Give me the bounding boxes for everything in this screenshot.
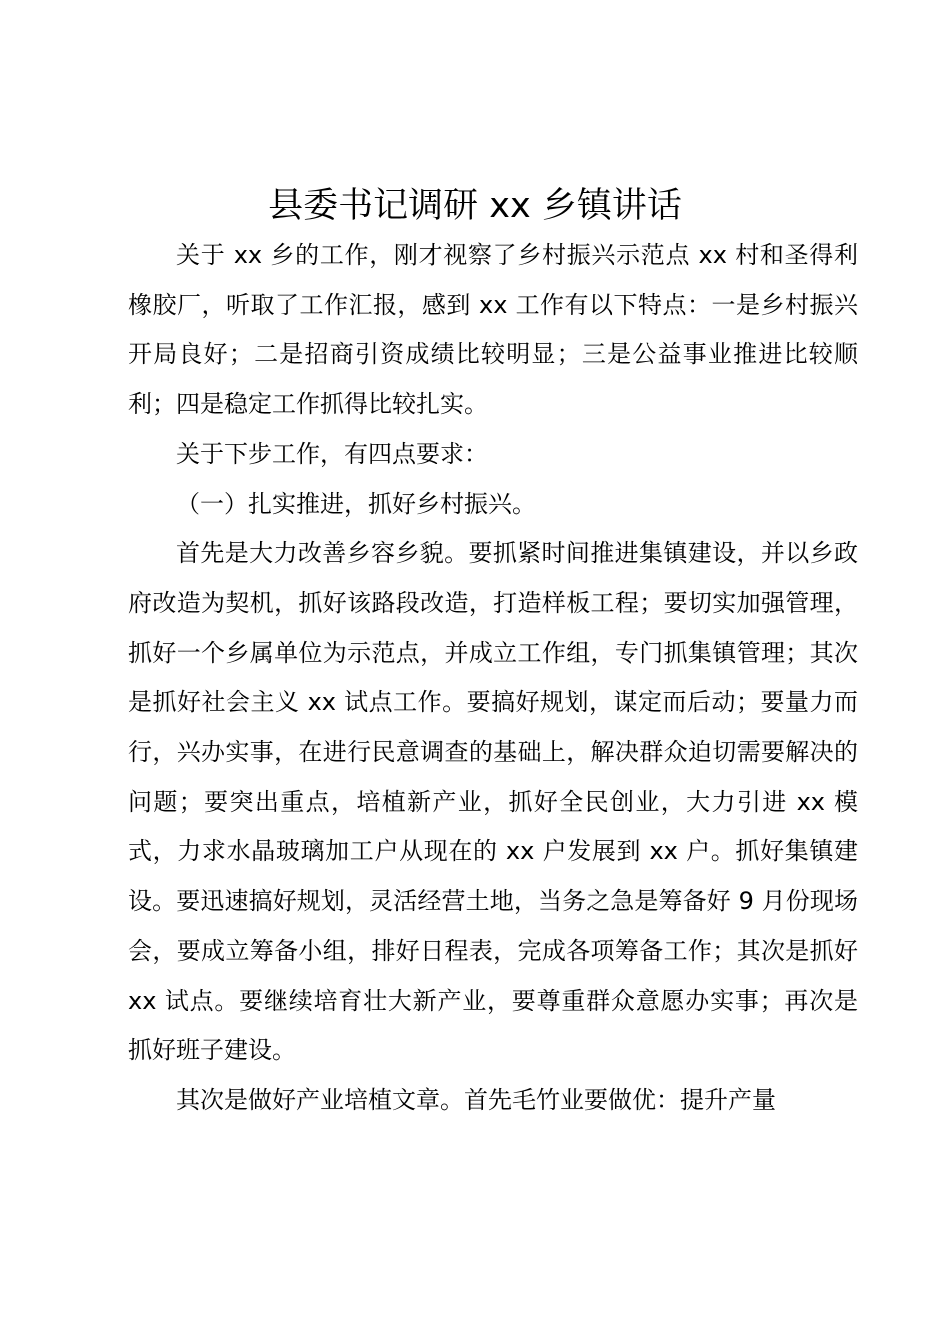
paragraph-town-improvement: 首先是大力改善乡容乡貌。要抓紧时间推进集镇建设，并以乡政府改造为契机，抓好该路段改造，打造样板工程；要切实加强管理，抓好一个乡属单位为示范点，并成立工作组，专门抓集镇管理；其次是抓好社会主义 xx 试点工作。要搞好规划，谋定而后动；要量力而行，兴办实事，在进行民意调查的基础上，解决群众迫切需要解决的问题；要突出重点，培植新产业，抓好全民创业，大力引进 xx 模式，力求水晶玻璃加工户从现在的 xx 户发展到 xx 户。抓好集镇建设。要迅速搞好规划，灵活经营土地，当务之急是筹备好 9 月份现场会，要成立筹备小组，排好日程表，完成各项筹备工作；其次是抓好 xx 试点。要继续培育壮大新产业，要尊重群众意愿办实事；再次是抓好班子建设。 bbox=[128, 539, 858, 1065]
section-heading-1: （一）扎实推进，抓好乡村振兴。 bbox=[176, 489, 536, 518]
document-body bbox=[128, 231, 858, 1126]
paragraph-intro: 关于 xx 乡的工作，刚才视察了乡村振兴示范点 xx 村和圣得利橡胶厂，听取了工作汇报，感到 xx 工作有以下特点：一是乡村振兴开局良好；二是招商引资成绩比较明显；三是公益事业推进比较顺利；四是稳定工作抓得比较扎实。 bbox=[128, 241, 858, 419]
paragraph-requirements: 关于下步工作，有四点要求： bbox=[176, 439, 488, 468]
paragraph-industry: 其次是做好产业培植文章。首先毛竹业要做优：提升产量 bbox=[176, 1085, 776, 1114]
document-title: 县委书记调研 xx 乡镇讲话 bbox=[268, 186, 682, 226]
